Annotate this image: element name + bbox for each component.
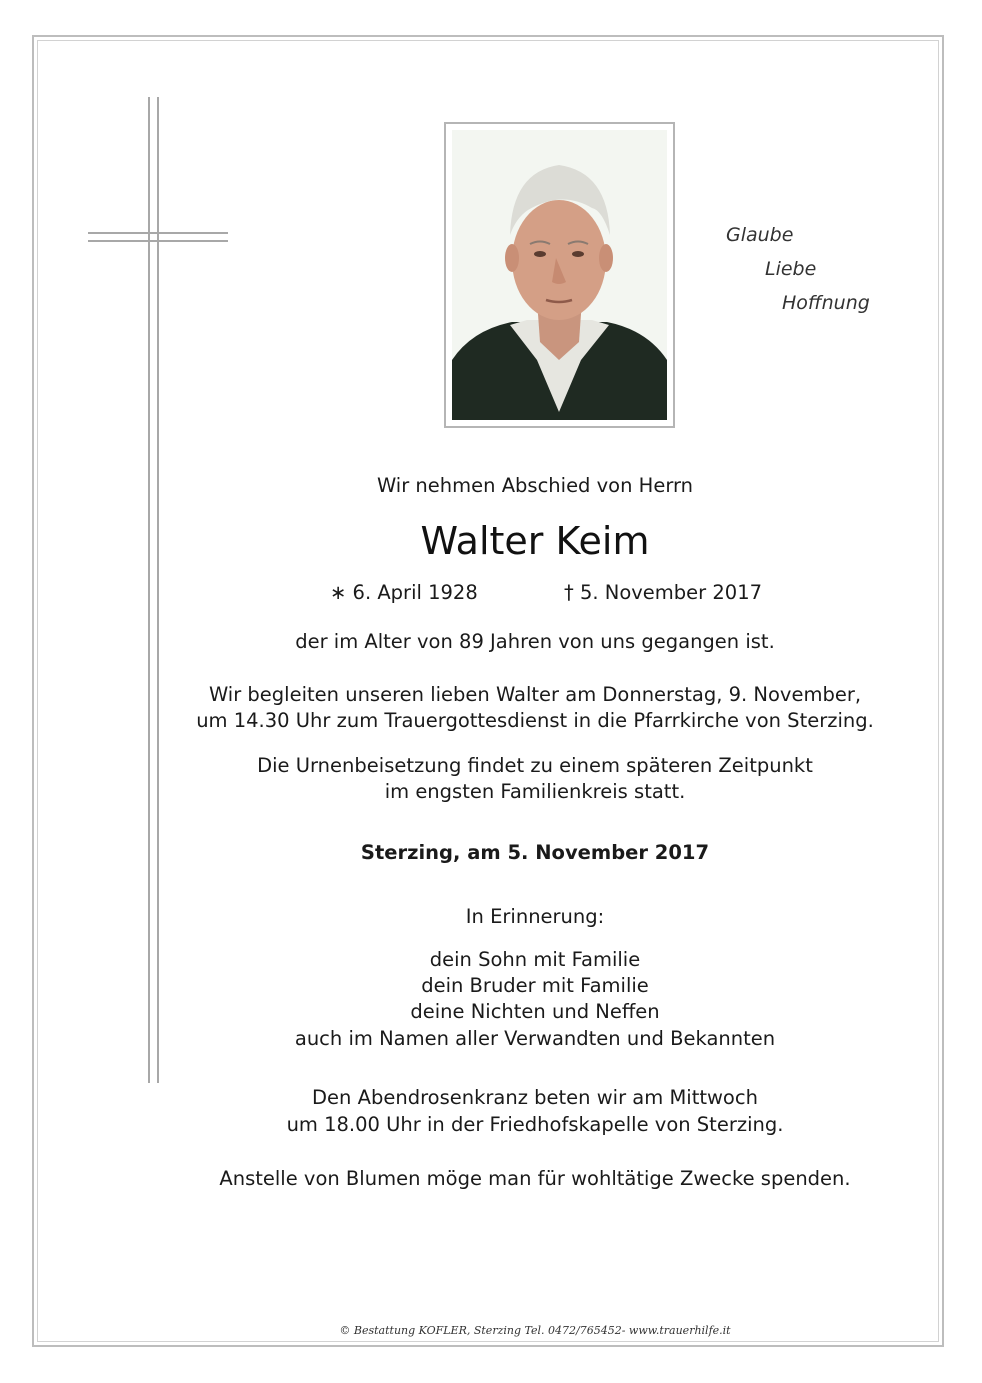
mourner-line: dein Bruder mit Familie	[421, 974, 649, 997]
urn-line: im engsten Familienkreis statt.	[384, 780, 686, 803]
motto-love: Liebe	[765, 258, 817, 280]
rosary-line: um 18.00 Uhr in der Friedhofskapelle von Sterzing.	[286, 1113, 784, 1136]
rosary-line: Den Abendrosenkranz beten wir am Mittwoch	[312, 1086, 758, 1109]
birth-date: ∗ 6. April 1928	[330, 581, 478, 604]
funeral-line: Wir begleiten unseren lieben Walter am Donnerstag, 9. November,	[208, 683, 862, 706]
cross-vertical-line	[148, 97, 150, 1083]
age-text: der im Alter von 89 Jahren von uns gegangen ist.	[295, 630, 775, 653]
funeral-line: um 14.30 Uhr zum Trauergottesdienst in die Pfarrkirche von Sterzing.	[196, 709, 874, 732]
intro-text: Wir nehmen Abschied von Herrn	[376, 474, 694, 497]
portrait-image	[452, 130, 667, 420]
cross-horizontal-line	[88, 232, 228, 234]
motto-hope: Hoffnung	[782, 292, 870, 314]
memory-heading: In Erinnerung:	[465, 905, 605, 928]
cross-horizontal-line	[88, 240, 228, 242]
mourner-line: auch im Namen aller Verwandten und Bekannten	[294, 1027, 776, 1050]
motto-faith: Glaube	[726, 224, 794, 246]
portrait-photo	[444, 122, 675, 428]
mourner-line: dein Sohn mit Familie	[429, 948, 641, 971]
death-date: † 5. November 2017	[564, 581, 763, 604]
footer-credit: © Bestattung KOFLER, Sterzing Tel. 0472/765452- www.trauerhilfe.it	[339, 1324, 731, 1337]
donation-note: Anstelle von Blumen möge man für wohltätige Zwecke spenden.	[219, 1167, 851, 1190]
place-date: Sterzing, am 5. November 2017	[360, 841, 710, 864]
mourner-line: deine Nichten und Neffen	[410, 1000, 660, 1023]
cross-vertical-line	[157, 97, 159, 1083]
deceased-name: Walter Keim	[420, 519, 650, 563]
urn-line: Die Urnenbeisetzung findet zu einem späteren Zeitpunkt	[257, 754, 813, 777]
